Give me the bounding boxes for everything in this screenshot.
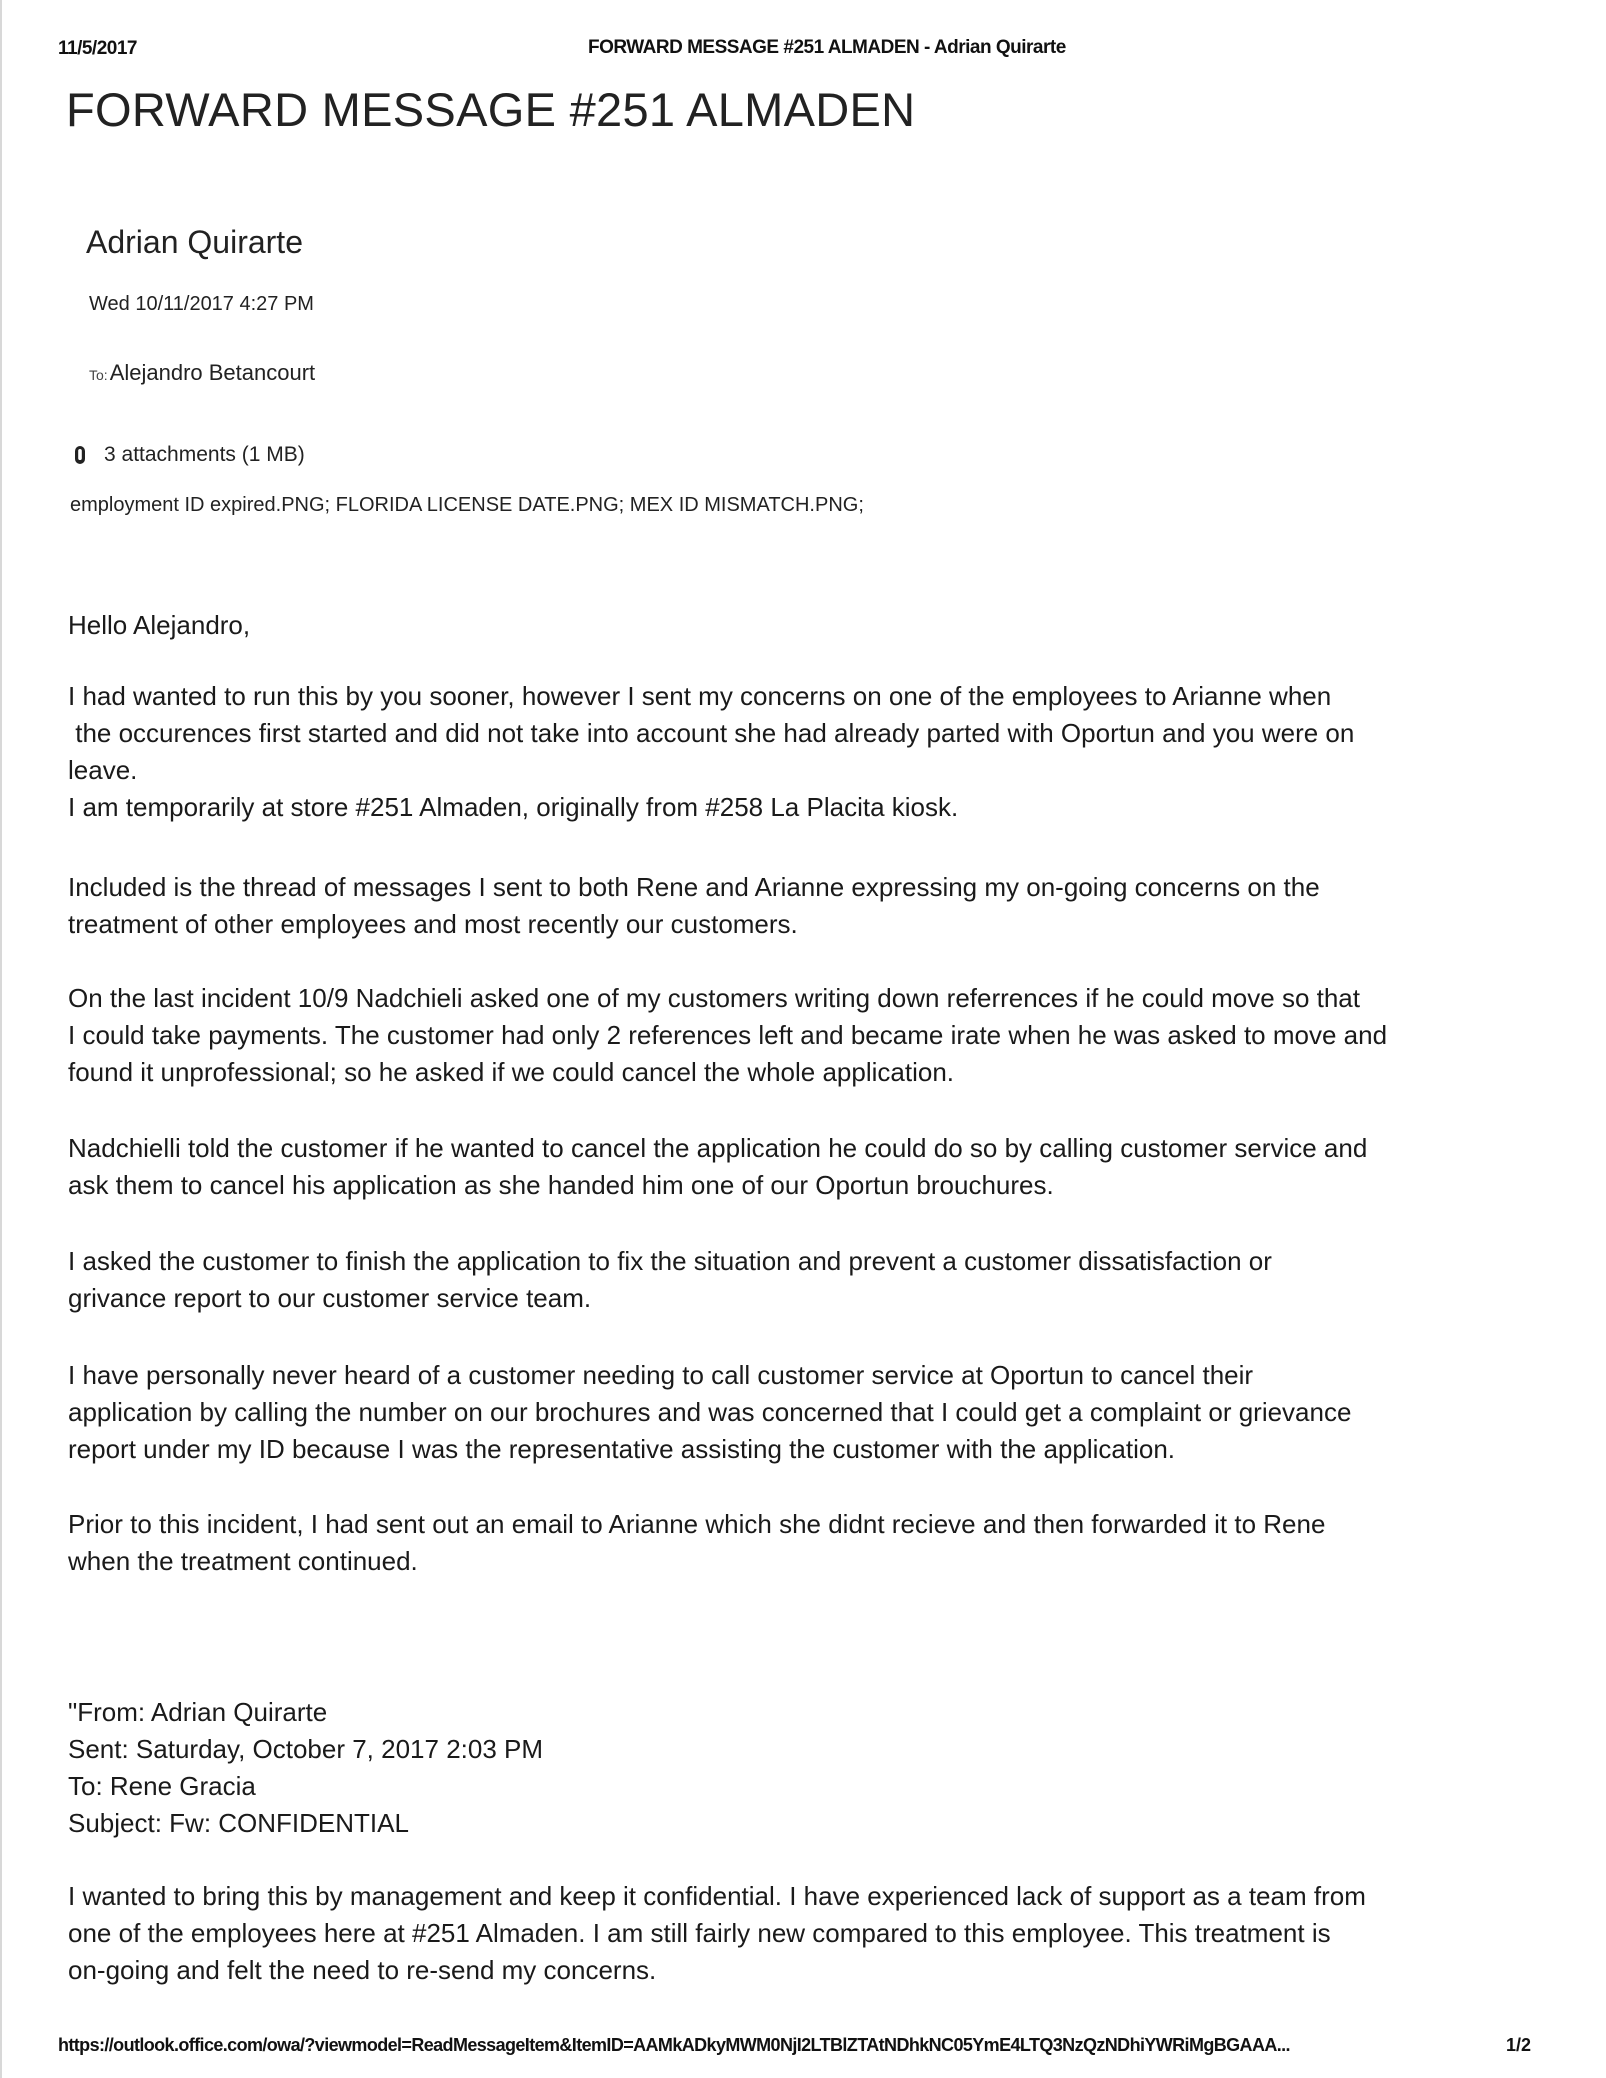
sent-timestamp: Wed 10/11/2017 4:27 PM [89,293,314,315]
print-header-title: FORWARD MESSAGE #251 ALMADEN - Adrian Quirarte [588,37,1066,58]
attachments-summary[interactable] [74,443,305,467]
body-line: Nadchielli told the customer if he wanted to cancel the application he could do so by calling customer service and [68,1133,1368,1163]
body-line: the occurences first started and did not take into account she had already parted with Oportun and you were on [68,718,1355,748]
message-subject: FORWARD MESSAGE #251 ALMADEN [66,83,916,136]
body-line: when the treatment continued. [68,1546,418,1576]
body-line: Prior to this incident, I had sent out an email to Arianne which she didnt recieve and then forwarded it to Rene [68,1509,1326,1539]
body-paragraph-3 [68,980,1558,1091]
body-paragraph-7 [68,1506,1558,1580]
print-header-date: 11/5/2017 [58,38,137,59]
body-line: I asked the customer to finish the application to fix the situation and prevent a customer dissatisfaction or [68,1246,1272,1276]
page-scan-edge [0,0,2,2078]
body-line: I wanted to bring this by management and keep it confidential. I have experienced lack of support as a team from [68,1881,1366,1911]
print-footer-page-number: 1/2 [1506,2035,1532,2055]
quoted-paragraph [68,1878,1558,1989]
body-line: Included is the thread of messages I sent to both Rene and Arianne expressing my on-going concerns on the [68,872,1320,902]
quoted-from: "From: Adrian Quirarte [68,1697,328,1727]
body-line: application by calling the number on our brochures and was concerned that I could get a complaint or grievance [68,1397,1352,1427]
body-line: found it unprofessional; so he asked if we could cancel the whole application. [68,1057,955,1087]
body-line: leave. [68,755,138,785]
body-paragraph-4 [68,1130,1558,1204]
body-line: on-going and felt the need to re-send my concerns. [68,1955,657,1985]
recipient-name[interactable]: Alejandro Betancourt [109,360,316,385]
body-line: I had wanted to run this by you sooner, however I sent my concerns on one of the employees to Arianne when [68,681,1332,711]
body-line: On the last incident 10/9 Nadchieli asked one of my customers writing down referrences if he could move so that [68,983,1360,1013]
body-line: ask them to cancel his application as she handed him one of our Oportun brouchures. [68,1170,1054,1200]
body-paragraph-5 [68,1243,1558,1317]
body-paragraph-1 [68,678,1558,826]
greeting: Hello Alejandro, [68,610,251,640]
quoted-subject: Subject: Fw: CONFIDENTIAL [68,1808,409,1838]
body-line: treatment of other employees and most recently our customers. [68,909,798,939]
body-line: I have personally never heard of a customer needing to call customer service at Oportun to cancel their [68,1360,1254,1390]
body-paragraph-6 [68,1357,1558,1468]
body-paragraph-2 [68,869,1558,943]
quoted-to: To: Rene Gracia [68,1771,256,1801]
body-line: grivance report to our customer service team. [68,1283,592,1313]
body-line: report under my ID because I was the representative assisting the customer with the application. [68,1434,1176,1464]
sender-name[interactable]: Adrian Quirarte [86,224,303,260]
quoted-message-header [68,1694,1558,1842]
recipient-line [89,360,315,386]
body-line: I could take payments. The customer had only 2 references left and became irate when he was asked to move and [68,1020,1388,1050]
paperclip-icon [74,445,86,465]
print-footer-url: https://outlook.office.com/owa/?viewmodel=ReadMessageItem&ItemID=AAMkADkyMWM0NjI2LTBlZTAtNDhkNC05YmE4LTQ3NzQzNDhiYWRiMgBGAAA... [58,2035,1290,2055]
quoted-sent: Sent: Saturday, October 7, 2017 2:03 PM [68,1734,544,1764]
body-line: I am temporarily at store #251 Almaden, originally from #258 La Placita kiosk. [68,792,959,822]
body-line: one of the employees here at #251 Almaden. I am still fairly new compared to this employee. This treatment is [68,1918,1331,1948]
to-label: To: [89,367,108,383]
attachments-count: 3 attachments (1 MB) [104,443,305,466]
attachment-file-list[interactable]: employment ID expired.PNG; FLORIDA LICENSE DATE.PNG; MEX ID MISMATCH.PNG; [70,494,864,516]
